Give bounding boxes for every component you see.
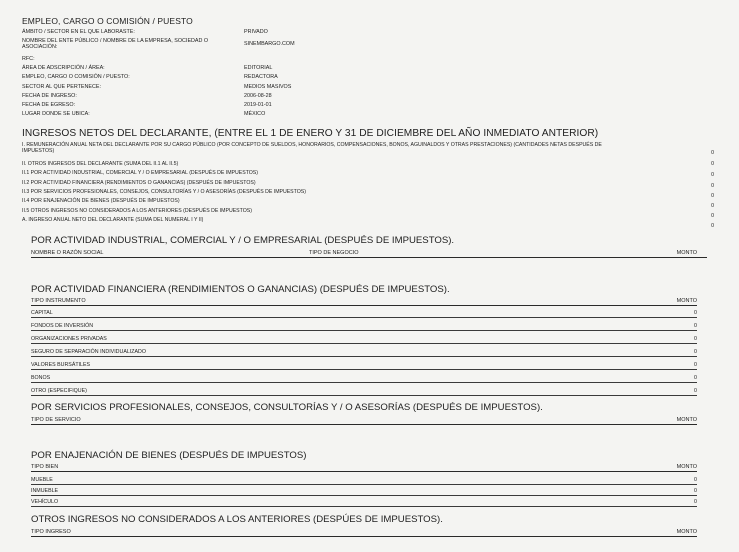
ingreso-label: II.5 OTROS INGRESOS NO CONSIDERADOS A LOS ANTERIORES (DESPUÉS DE IMPUESTOS) <box>22 208 252 214</box>
row-value: 0 <box>694 477 697 483</box>
row-value: 0 <box>694 323 697 329</box>
info-label: EMPLEO, CARGO O COMISIÓN / PUESTO: <box>22 74 130 80</box>
row-value: 0 <box>694 336 697 342</box>
col-tipo-servicio: TIPO DE SERVICIO <box>31 417 81 423</box>
ingreso-label: II.1 POR ACTIVIDAD INDUSTRIAL, COMERCIAL Y / O EMPRESARIAL (DESPUÉS DE IMPUESTOS) <box>22 170 258 176</box>
ingreso-row <box>22 198 714 209</box>
table-row <box>31 306 697 318</box>
info-value: REDACTORA <box>244 74 278 80</box>
info-label: LUGAR DONDE SE UBICA: <box>22 111 90 117</box>
info-label: FECHA DE EGRESO: <box>22 102 76 108</box>
info-value: PRIVADO <box>244 29 268 35</box>
ingreso-value: 0 <box>711 172 714 178</box>
col-nombre: NOMBRE O RAZÓN SOCIAL <box>31 250 104 256</box>
ingreso-label: II. OTROS INGRESOS DEL DECLARANTE (SUMA DEL II.1 AL II.5) <box>22 161 179 167</box>
servicios-table-header <box>31 416 697 425</box>
row-label: CAPITAL <box>31 310 53 316</box>
col-monto: MONTO <box>676 298 697 304</box>
empleo-title: EMPLEO, CARGO O COMISIÓN / PUESTO <box>22 16 193 26</box>
table-row <box>31 384 697 396</box>
table-row <box>31 345 697 357</box>
ingreso-value: 0 <box>711 183 714 189</box>
ingreso-row <box>22 217 714 229</box>
row-label: VALORES BURSÁTILES <box>31 362 91 368</box>
ingreso-row <box>22 161 714 167</box>
ingreso-row <box>22 170 714 176</box>
row-label: BONOS <box>31 375 51 381</box>
info-label: RFC: <box>22 56 35 62</box>
otros-table-header <box>31 528 697 537</box>
ingreso-value: 0 <box>711 203 714 209</box>
ingreso-value: 0 <box>711 150 714 156</box>
col-tipo-ingreso: TIPO INGRESO <box>31 529 71 535</box>
row-value: 0 <box>694 488 697 494</box>
row-label: FONDOS DE INVERSIÓN <box>31 323 94 329</box>
ingreso-value: 0 <box>711 193 714 199</box>
ingreso-value: 0 <box>711 161 714 167</box>
ingreso-label: A. INGRESO ANUAL NETO DEL DECLARANTE (SUMA DEL NUMERAL I Y II) <box>22 217 204 223</box>
ingreso-row <box>22 208 714 219</box>
industrial-table-header <box>31 249 707 258</box>
row-label: ORGANIZACIONES PRIVADAS <box>31 336 107 342</box>
col-tipo-bien: TIPO BIEN <box>31 464 59 470</box>
table-row <box>31 371 697 383</box>
info-value: MÉXICO <box>244 111 266 117</box>
financiera-title: POR ACTIVIDAD FINANCIERA (RENDIMIENTOS O GANANCIAS) (DESPUÉS DE IMPUESTOS). <box>31 284 450 295</box>
otros-title: OTROS INGRESOS NO CONSIDERADOS A LOS ANTERIORES (DESPÚES DE IMPUESTOS). <box>31 514 443 525</box>
ingresos-title: INGRESOS NETOS DEL DECLARANTE, (ENTRE EL 1 DE ENERO Y 31 DE DICIEMBRE DEL AÑO INMEDIATO ANTERIOR) <box>22 128 599 139</box>
ingreso-row <box>22 189 714 199</box>
col-monto: MONTO <box>676 464 697 470</box>
ingreso-label: I. REMUNERACIÓN ANUAL NETA DEL DECLARANTE POR SU CARGO PÚBLICO (POR CONCEPTO DE SUELDOS, HONORARIOS, COMPENSACIONES, BONOS, AGUINALDOS Y OTRAS PRESTACIONES) (CANTIDADES NETAS DESPUÉS DE IMPUESTOS) <box>22 142 602 154</box>
info-label: FECHA DE INGRESO: <box>22 93 77 99</box>
row-value: 0 <box>694 375 697 381</box>
ingreso-value: 0 <box>711 223 714 229</box>
col-monto: MONTO <box>676 529 697 535</box>
col-tipo-negocio: TIPO DE NEGOCIO <box>309 250 359 256</box>
info-value: MEDIOS MASIVOS <box>244 84 292 90</box>
table-row <box>31 319 697 331</box>
info-label: SECTOR AL QUE PERTENECE: <box>22 84 101 90</box>
ingreso-label: II.3 POR SERVICIOS PROFESIONALES, CONSEJOS, CONSULTORÍAS Y / O ASESORÍAS (DESPUÉS DE IMPUESTOS) <box>22 189 306 195</box>
enajenacion-table-header <box>31 463 697 472</box>
row-value: 0 <box>694 310 697 316</box>
table-row <box>31 332 697 344</box>
row-value: 0 <box>694 362 697 368</box>
row-value: 0 <box>694 349 697 355</box>
row-label: VEHÍCULO <box>31 499 59 505</box>
industrial-title: POR ACTIVIDAD INDUSTRIAL, COMERCIAL Y / O EMPRESARIAL (DESPUÉS DE IMPUESTOS). <box>31 235 455 246</box>
ingreso-value: 0 <box>711 213 714 219</box>
col-monto: MONTO <box>676 250 697 256</box>
ingreso-label: II.2 POR ACTIVIDAD FINANCIERA (RENDIMIENTOS O GANANCIAS) (DESPUÉS DE IMPUESTOS) <box>22 180 256 186</box>
row-value: 0 <box>694 499 697 505</box>
row-label: OTRO (ESPECIFIQUE) <box>31 388 87 394</box>
ingreso-label: II.4 POR ENAJENACIÓN DE BIENES (DESPUÉS DE IMPUESTOS) <box>22 198 180 204</box>
ingreso-row <box>22 180 714 189</box>
info-label: NOMBRE DEL ENTE PÚBLICO / NOMBRE DE LA EMPRESA, SOCIEDAD O ASOCIACIÓN: <box>22 38 209 50</box>
info-value: EDITORIAL <box>244 65 273 71</box>
col-monto: MONTO <box>676 417 697 423</box>
row-label: SEGURO DE SEPARACIÓN INDIVIDUALIZADO <box>31 349 146 355</box>
info-value: 2006-08-28 <box>244 93 272 99</box>
info-label: ÁMBITO / SECTOR EN EL QUE LABORASTE: <box>22 29 135 35</box>
row-label: INMUEBLE <box>31 488 59 494</box>
table-row <box>31 495 697 507</box>
info-value: 2019-01-01 <box>244 102 272 108</box>
financiera-table-header <box>31 297 697 306</box>
servicios-title: POR SERVICIOS PROFESIONALES, CONSEJOS, CONSULTORÍAS Y / O ASESORÍAS (DESPUÉS DE IMPUESTOS). <box>31 402 543 413</box>
col-tipo-instrumento: TIPO INSTRUMENTO <box>31 298 86 304</box>
table-row <box>31 358 697 370</box>
info-value: SINEMBARGO.COM <box>244 41 295 47</box>
row-label: MUEBLE <box>31 477 53 483</box>
info-label: ÁREA DE ADSCRIPCIÓN / ÁREA: <box>22 65 105 71</box>
ingreso-row <box>22 142 714 154</box>
enajenacion-title: POR ENAJENACIÓN DE BIENES (DESPUÉS DE IMPUESTOS) <box>31 450 307 461</box>
row-value: 0 <box>694 388 697 394</box>
